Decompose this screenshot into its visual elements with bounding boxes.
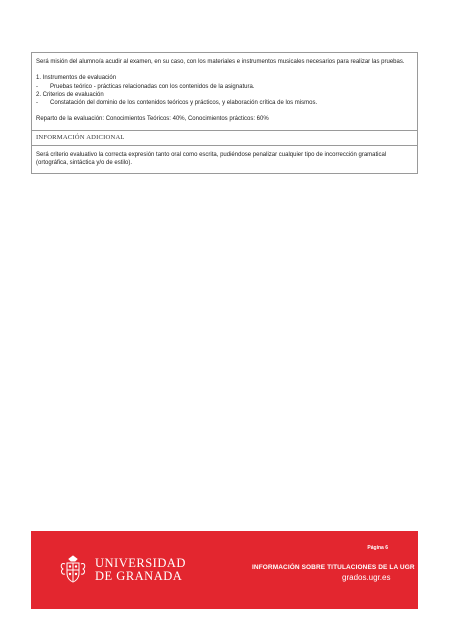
university-name bbox=[95, 557, 186, 583]
university-name-line2: DE GRANADA bbox=[95, 569, 183, 583]
evaluation-content bbox=[32, 53, 417, 130]
university-name-line1: UNIVERSIDAD bbox=[95, 556, 186, 570]
university-logo bbox=[59, 555, 186, 585]
titulaciones-title: INFORMACIÓN SOBRE TITULACIONES DE LA UGR bbox=[252, 564, 415, 571]
additional-info-content bbox=[32, 146, 417, 174]
university-crest-icon bbox=[59, 555, 87, 585]
distribution-text: Reparto de la evaluación: Conocimientos Teóricos: 40%, Conocimientos prácticos: 60% bbox=[36, 116, 269, 123]
page-footer bbox=[31, 531, 418, 609]
grados-link[interactable]: grados.ugr.es bbox=[342, 573, 391, 582]
criteria-item-text: Constatación del dominio de los contenidos teóricos y prácticos, y elaboración crítica de los mismos. bbox=[50, 100, 318, 107]
instruments-item: - Pruebas teórico - prácticas relacionadas con los contenidos de la asignatura. bbox=[36, 83, 255, 90]
evaluation-table bbox=[31, 52, 418, 174]
criteria-item: - Constatación del dominio de los contenidos teóricos y prácticos, y elaboración crítica de los mismos. bbox=[36, 100, 318, 107]
instruments-item-text: Pruebas teórico - prácticas relacionadas con los contenidos de la asignatura. bbox=[50, 83, 255, 90]
instruments-heading: 1. Instrumentos de evaluación bbox=[36, 75, 117, 82]
intro-text: Será misión del alumno/a acudir al examen, en su caso, con los materiales e instrumentos musicales necesarios para realizar las pruebas. bbox=[36, 59, 405, 65]
criteria-heading: 2. Criterios de evaluación bbox=[36, 91, 104, 98]
page-number: Página 6 bbox=[367, 545, 388, 551]
additional-info-heading: INFORMACIÓN ADICIONAL bbox=[32, 130, 417, 146]
additional-info-text: Será criterio evaluativo la correcta expresión tanto oral como escrita, pudiéndose penalizar cualquier tipo de incorrección gramatical (ortográfica, sintáctica y/o de estilo). bbox=[36, 151, 387, 167]
